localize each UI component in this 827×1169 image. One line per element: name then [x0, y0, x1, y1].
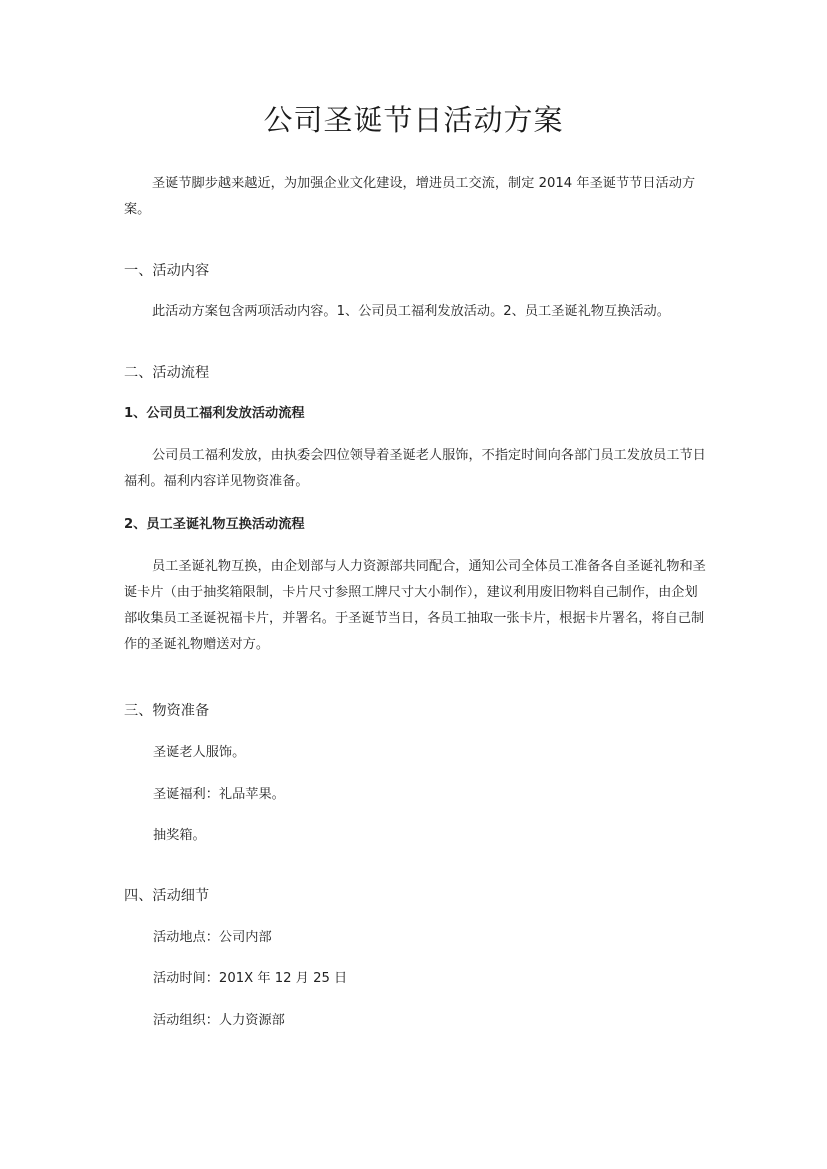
- section-content-body: 此活动方案包含两项活动内容。1、公司员工福利发放活动。2、员工圣诞礼物互换活动。: [152, 304, 670, 319]
- details-item: 活动地点：公司内部: [153, 930, 272, 945]
- details-item: 活动时间：201X 年 12 月 25 日: [153, 971, 348, 986]
- section-heading-content: 一、活动内容: [124, 263, 210, 279]
- materials-item: 圣诞老人服饰。: [153, 745, 246, 760]
- materials-item: 圣诞福利：礼品苹果。: [153, 787, 285, 802]
- section-heading-materials: 三、物资准备: [124, 703, 210, 719]
- subsection-welfare-body: 公司员工福利发放，由执委会四位领导着圣诞老人服饰，不指定时间向各部门员工发放员工节日福利。福利内容详见物资准备。: [124, 448, 706, 489]
- subsection-gift-exchange-body: 员工圣诞礼物互换，由企划部与人力资源部共同配合，通知公司全体员工准备各自圣诞礼物和圣诞卡片（由于抽奖箱限制，卡片尺寸参照工牌尺寸大小制作），建议利用废旧物料自己制作，由企划部收集员工圣诞祝福卡片，并署名。于圣诞节当日，各员工抽取一张卡片，根据卡片署名，将自己制作的圣诞礼物赠送对方。: [124, 559, 706, 652]
- section-heading-process: 二、活动流程: [124, 365, 210, 381]
- details-item: 活动组织：人力资源部: [153, 1013, 285, 1028]
- intro-paragraph: 圣诞节脚步越来越近，为加强企业文化建设，增进员工交流，制定 2014 年圣诞节节日活动方案。: [124, 176, 696, 217]
- subsection-heading-gift-exchange: 2、员工圣诞礼物互换活动流程: [124, 517, 305, 532]
- subsection-heading-welfare: 1、公司员工福利发放活动流程: [124, 406, 305, 421]
- document-title: 公司圣诞节日活动方案: [263, 103, 564, 137]
- section-heading-details: 四、活动细节: [124, 888, 210, 904]
- materials-item: 抽奖箱。: [153, 828, 206, 843]
